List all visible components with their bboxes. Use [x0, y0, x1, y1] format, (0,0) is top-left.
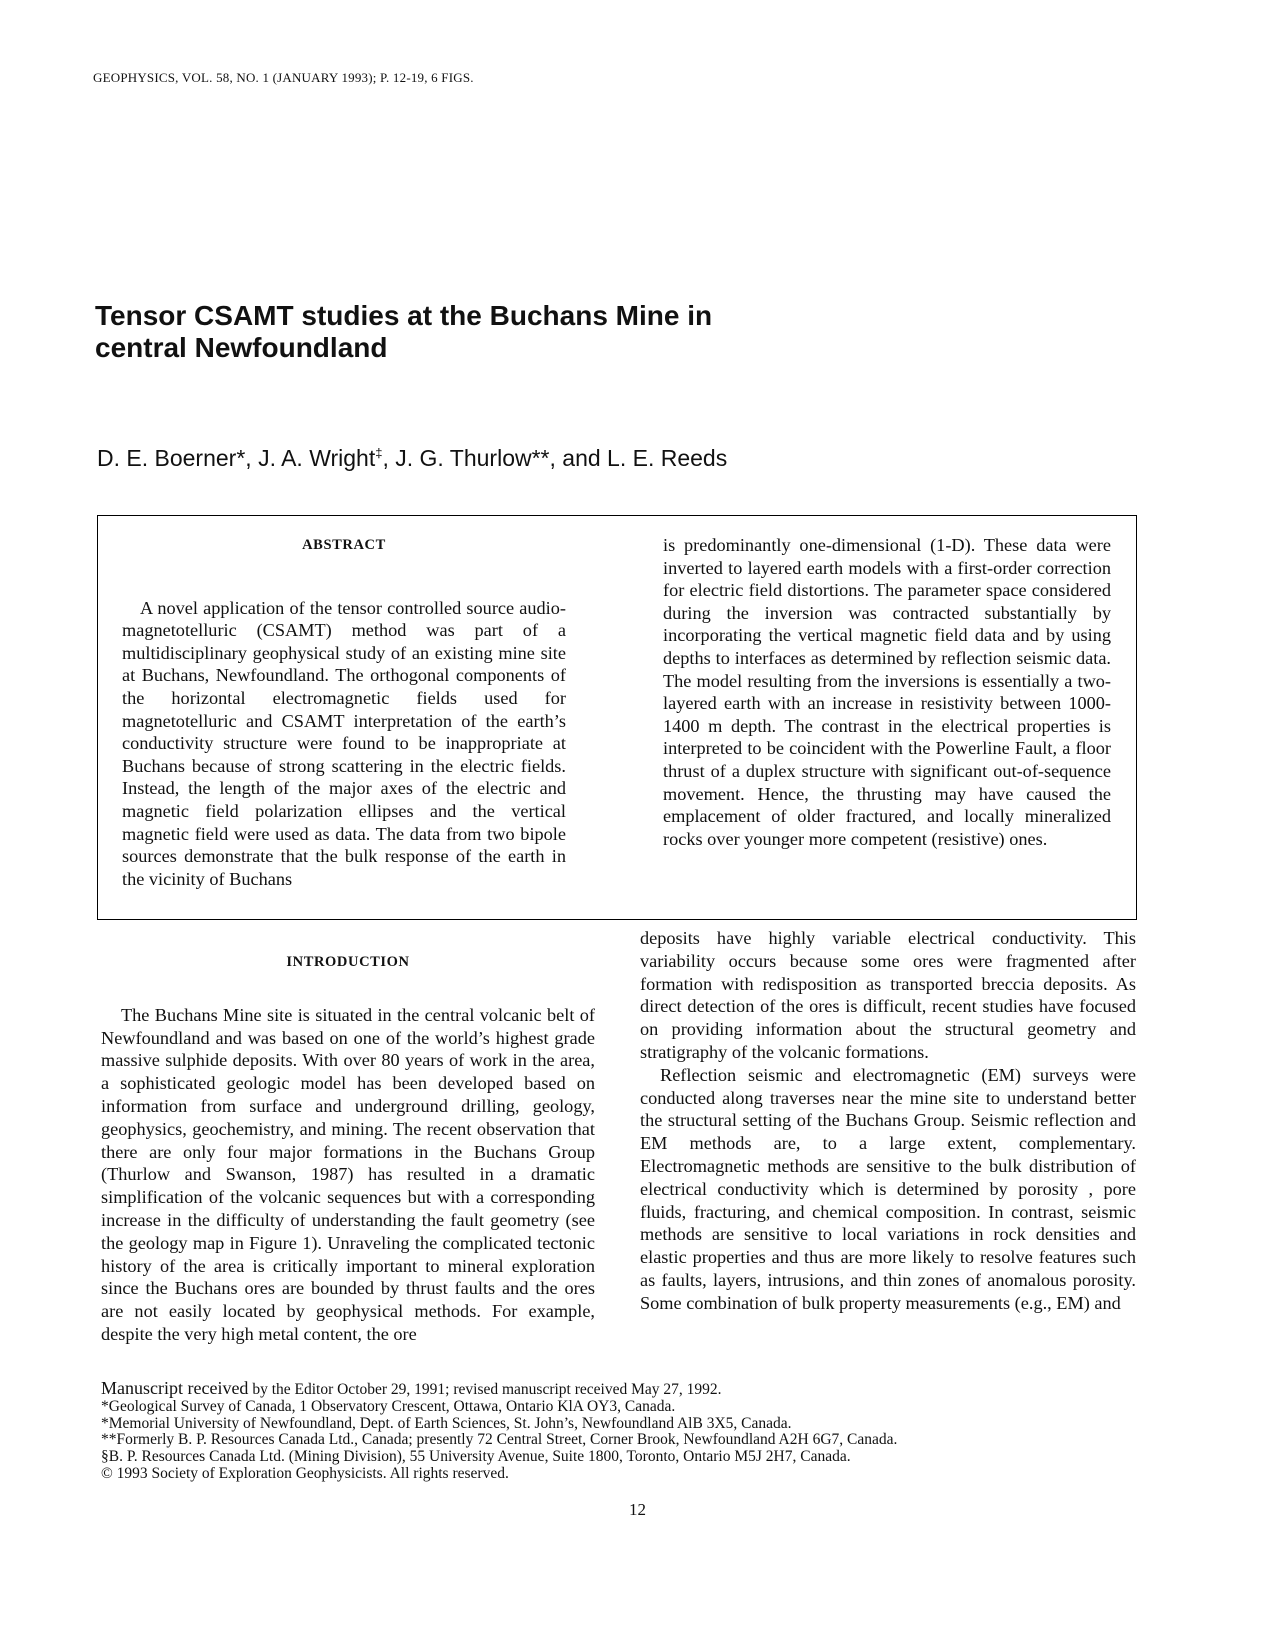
footnote-affiliation-4: §B. P. Resources Canada Ltd. (Mining Division), 55 University Avenue, Suite 1800, Toronto, Ontario M5J 2H7, Canada. — [101, 1448, 851, 1466]
introduction-paragraph-2: Reflection seismic and electromagnetic (EM) surveys were conducted along traverses near the mine site to understand better the structural setting of the Buchans Group. Seismic reflection and EM methods are, to a large extent, complementary. Electromagnetic methods are sensitive to the bulk distribution of electrical conductivity which is determined by porosity , pore fluids, fracturing, and chemical composition. In contrast, seismic methods are sensitive to local variations in rock densities and elastic properties and thus are more likely to resolve features such as faults, layers, intrusions, and thin zones of anomalous porosity. Some combination of bulk property measurements (e.g., EM) and — [640, 1064, 1136, 1313]
abstract-text-left: A novel application of the tensor controlled source audio-magnetotelluric (CSAMT) method was part of a multidisciplinary geophysical study of an existing mine site at Buchans, Newfoundland. The orthogonal components of the horizontal electromagnetic fields used for magnetotelluric and CSAMT interpretation of the earth’s conductivity structure were found to be inappropriate at Buchans because of strong scattering in the electric fields. Instead, the length of the major axes of the electric and magnetic field polarization ellipses and the vertical magnetic field were used as data. The data from two bipole sources demonstrate that the bulk response of the earth in the vicinity of Buchans — [122, 597, 566, 889]
author-names-1: D. E. Boerner*, J. A. Wright — [97, 445, 376, 471]
abstract-text-right: is predominantly one-dimensional (1-D). These data were inverted to layered earth models with a first-order correction for electric field distortions. The parameter space considered during the inversion was contracted substantially by incorporating the vertical magnetic field data and by using depths to interfaces as determined by reflection seismic data. The model resulting from the inversions is essentially a two-layered earth with an increase in resistivity between 1000-1400 m depth. The contrast in the electrical properties is interpreted to be coincident with the Powerline Fault, a floor thrust of a duplex structure with significant out-of-sequence movement. Hence, the thrusting may have caused the emplacement of older fractured, and locally mineralized rocks over younger more competent (resistive) ones. — [663, 535, 1111, 849]
abstract-right-column — [663, 534, 1111, 850]
footnote-affiliation-2: *Memorial University of Newfoundland, Dept. of Earth Sciences, St. John’s, Newfoundland AlB 3X5, Canada. — [101, 1414, 792, 1432]
page-title — [95, 300, 795, 364]
body-left-column — [101, 945, 595, 1346]
introduction-paragraph-1-cont: deposits have highly variable electrical conductivity. This variability occurs because some ores were fragmented after formation with redisposition as transported breccia deposits. As direct detection of the ores is difficult, recent studies have focused on providing information about the structural geometry and stratigraphy of the volcanic formations. — [640, 928, 1136, 1062]
footnote-affiliation-3: **Formerly B. P. Resources Canada Ltd., Canada; presently 72 Central Street, Corner Brook, Newfoundland A2H 6G7, Canada. — [101, 1431, 898, 1449]
copyright-notice: © 1993 Society of Exploration Geophysicists. All rights reserved. — [101, 1464, 509, 1482]
body-right-column — [640, 927, 1136, 1315]
author-footnote-mark: ‡ — [375, 445, 383, 461]
title-line-2: central Newfoundland — [95, 332, 388, 363]
footnotes — [101, 1380, 1151, 1483]
introduction-heading: INTRODUCTION — [286, 954, 410, 970]
author-names-2: , J. G. Thurlow**, and L. E. Reeds — [382, 445, 728, 471]
footnote-received-lead: Manuscript received — [101, 1378, 249, 1398]
journal-citation: GEOPHYSICS, VOL. 58, NO. 1 (JANUARY 1993); P. 12-19, 6 FIGS. — [93, 70, 474, 85]
page-number: 12 — [629, 1500, 646, 1519]
footnote-received — [101, 1380, 1151, 1399]
introduction-paragraph-1: The Buchans Mine site is situated in the central volcanic belt of Newfoundland and was based on one of the world’s highest grade massive sulphide deposits. With over 80 years of work in the area, a sophisticated geologic model has been developed based on information from surface and underground drilling, geology, geophysics, geochemistry, and mining. The recent observation that there are only four major formations in the Buchans Group (Thurlow and Swanson, 1987) has resulted in a dramatic simplification of the volcanic sequences but with a corresponding increase in the difficulty of understanding the fault geometry (see the geology map in Figure 1). Unraveling the complicated tectonic history of the area is critically important to mineral exploration since the Buchans ores are bounded by thrust faults and the ores are not easily located by geophysical methods. For example, despite the very high metal content, the ore — [101, 1004, 595, 1344]
footnote-received-dates: by the Editor October 29, 1991; revised manuscript received May 27, 1992. — [248, 1381, 722, 1398]
title-line-1: Tensor CSAMT studies at the Buchans Mine in — [95, 300, 713, 331]
author-list — [97, 445, 727, 472]
abstract-heading: ABSTRACT — [302, 537, 386, 553]
footnote-affiliation-1: *Geological Survey of Canada, 1 Observatory Crescent, Ottawa, Ontario KlA OY3, Canada. — [101, 1397, 676, 1415]
abstract-box — [97, 515, 1137, 920]
abstract-left-column — [122, 534, 566, 890]
